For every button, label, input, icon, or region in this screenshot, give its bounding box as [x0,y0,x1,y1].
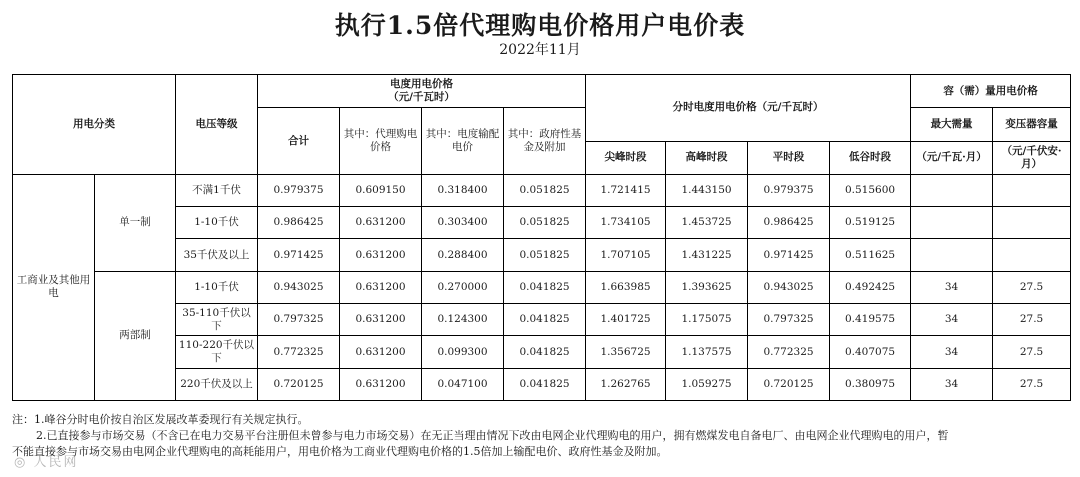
header-energy-price-label: 电度用电价格 [390,78,454,91]
gov-fund-cell: 0.041825 [504,368,586,400]
agent-price-cell: 0.609150 [340,174,422,206]
page-title: 执行1.5倍代理购电价格用户电价表 [334,11,746,40]
transmission-cell: 0.303400 [422,207,504,239]
peak-cell: 1.734105 [586,207,666,239]
max-demand-cell: 34 [911,271,993,303]
flat-cell: 0.943025 [748,271,830,303]
category-cell: 工商业及其他用电 [13,174,95,400]
high-cell: 1.059275 [666,368,748,400]
header-tou-price: 分时电度用电价格（元/千瓦时） [586,75,911,142]
header-max-demand: 最大需量 [911,108,993,141]
page-subtitle: 2022年11月 [499,42,581,58]
total-cell: 0.986425 [258,207,340,239]
header-energy-price [258,75,586,108]
valley-cell: 0.492425 [830,271,911,303]
high-cell: 1.137575 [666,336,748,368]
gov-fund-cell: 0.051825 [504,239,586,271]
total-cell: 0.979375 [258,174,340,206]
note-3: 不能直接参与市场交易由电网企业代理购电的高耗能用户，用电价格为工商业代理购电价格的1.5倍加上输配电价、政府性基金及附加。 [12,445,668,458]
peak-cell: 1.401725 [586,304,666,336]
transmission-cell: 0.318400 [422,174,504,206]
transmission-cell: 0.124300 [422,304,504,336]
transformer-cell [993,239,1071,271]
valley-cell: 0.380975 [830,368,911,400]
table-row [13,174,1071,206]
gov-fund-cell: 0.051825 [504,174,586,206]
max-demand-cell [911,239,993,271]
flat-cell: 0.720125 [748,368,830,400]
valley-cell: 0.511625 [830,239,911,271]
transformer-cell: 27.5 [993,271,1071,303]
note-2: 2.已直接参与市场交易（不含已在电力交易平台注册但未曾参与电力市场交易）在无正当理由情况下改由电网企业代理购电的用户，拥有燃煤发电自备电厂、由电网企业代理购电的用户，暂 [36,429,949,442]
flat-cell: 0.797325 [748,304,830,336]
header-flat: 平时段 [748,141,830,174]
total-cell: 0.720125 [258,368,340,400]
transmission-cell: 0.270000 [422,271,504,303]
agent-price-cell: 0.631200 [340,207,422,239]
header-transmission: 其中：电度输配电价 [422,108,504,175]
watermark-logo: ◎ 人民网 [14,455,79,470]
voltage-cell: 不满1千伏 [176,174,258,206]
gov-fund-cell: 0.041825 [504,271,586,303]
agent-price-cell: 0.631200 [340,239,422,271]
valley-cell: 0.515600 [830,174,911,206]
max-demand-cell: 34 [911,336,993,368]
valley-cell: 0.519125 [830,207,911,239]
header-demand-unit: （元/千瓦·月） [911,141,993,174]
gov-fund-cell: 0.051825 [504,207,586,239]
max-demand-cell [911,174,993,206]
high-cell: 1.431225 [666,239,748,271]
transmission-cell: 0.047100 [422,368,504,400]
tariff-type-cell: 两部制 [95,271,176,400]
gov-fund-cell: 0.041825 [504,336,586,368]
high-cell: 1.393625 [666,271,748,303]
peak-cell: 1.356725 [586,336,666,368]
total-cell: 0.943025 [258,271,340,303]
voltage-cell: 1-10千伏 [176,271,258,303]
voltage-cell: 35-110千伏以下 [176,304,258,336]
price-table [12,74,1071,401]
valley-cell: 0.419575 [830,304,911,336]
transformer-cell: 27.5 [993,368,1071,400]
gov-fund-cell: 0.041825 [504,304,586,336]
header-gov-fund: 其中：政府性基金及附加 [504,108,586,175]
header-transformer-unit: （元/千伏安·月） [993,141,1071,174]
high-cell: 1.443150 [666,174,748,206]
header-category: 用电分类 [13,75,176,175]
peak-cell: 1.663985 [586,271,666,303]
transmission-cell: 0.099300 [422,336,504,368]
agent-price-cell: 0.631200 [340,368,422,400]
flat-cell: 0.772325 [748,336,830,368]
voltage-cell: 110-220千伏以下 [176,336,258,368]
voltage-cell: 1-10千伏 [176,207,258,239]
header-agent-purchase: 其中：代理购电价格 [340,108,422,175]
header-voltage: 电压等级 [176,75,258,175]
max-demand-cell: 34 [911,304,993,336]
voltage-cell: 35千伏及以上 [176,239,258,271]
peak-cell: 1.262765 [586,368,666,400]
transformer-cell: 27.5 [993,336,1071,368]
agent-price-cell: 0.631200 [340,336,422,368]
transformer-cell [993,207,1071,239]
total-cell: 0.797325 [258,304,340,336]
header-capacity-price: 容（需）量用电价格 [911,75,1071,108]
peak-cell: 1.721415 [586,174,666,206]
transformer-cell [993,174,1071,206]
table-row [13,271,1071,303]
agent-price-cell: 0.631200 [340,271,422,303]
transmission-cell: 0.288400 [422,239,504,271]
header-total: 合计 [258,108,340,175]
header-valley: 低谷时段 [830,141,911,174]
header-peak: 尖峰时段 [586,141,666,174]
tariff-type-cell: 单一制 [95,174,176,271]
agent-price-cell: 0.631200 [340,304,422,336]
notes [12,412,1072,460]
header-energy-price-unit: （元/千瓦时） [388,91,455,104]
flat-cell: 0.971425 [748,239,830,271]
header-high: 高峰时段 [666,141,748,174]
total-cell: 0.971425 [258,239,340,271]
transformer-cell: 27.5 [993,304,1071,336]
header-transformer: 变压器容量 [993,108,1071,141]
total-cell: 0.772325 [258,336,340,368]
note-1: 注：1.峰谷分时电价按自治区发展改革委现行有关规定执行。 [12,413,309,426]
max-demand-cell [911,207,993,239]
max-demand-cell: 34 [911,368,993,400]
flat-cell: 0.979375 [748,174,830,206]
high-cell: 1.175075 [666,304,748,336]
flat-cell: 0.986425 [748,207,830,239]
peak-cell: 1.707105 [586,239,666,271]
voltage-cell: 220千伏及以上 [176,368,258,400]
high-cell: 1.453725 [666,207,748,239]
valley-cell: 0.407075 [830,336,911,368]
